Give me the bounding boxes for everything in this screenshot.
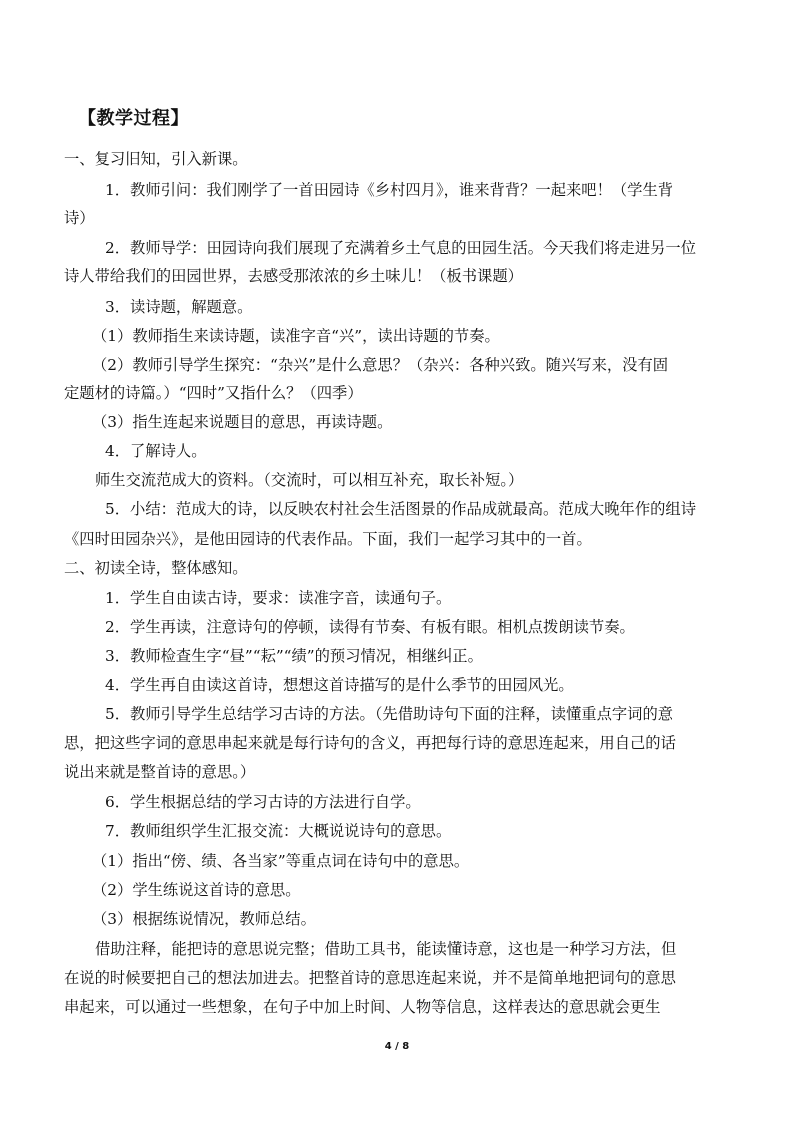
text-line: 在说的时候要把自己的想法加进去。把整首诗的意思连起来说，并不是简单地把词句的意思 bbox=[64, 969, 676, 987]
text-line: 师生交流范成大的资料。（交流时，可以相互补充，取长补短。） bbox=[95, 471, 524, 489]
text-line: 二、初读全诗，整体感知。 bbox=[64, 559, 248, 577]
text-line: 1．学生自由读古诗，要求：读准字音，读通句子。 bbox=[105, 589, 452, 607]
text-line: 5．小结：范成大的诗，以反映农村社会生活图景的作品成就最高。范成大晚年作的组诗 bbox=[105, 500, 697, 518]
text-line: 5．教师引导学生总结学习古诗的方法。（先借助诗句下面的注释，读懂重点字词的意 bbox=[105, 705, 674, 723]
text-line: 2．学生再读，注意诗句的停顿，读得有节奏、有板有眼。相机点拨朗读节奏。 bbox=[105, 618, 635, 636]
text-line: 定题材的诗篇。）“四时”又指什么？（四季） bbox=[64, 384, 363, 402]
text-line: 4．了解诗人。 bbox=[105, 442, 207, 460]
text-line: 借助注释，能把诗的意思说完整；借助工具书，能读懂诗意，这也是一种学习方法，但 bbox=[95, 940, 677, 958]
text-line: 1．教师引问：我们刚学了一首田园诗《乡村四月》，谁来背背？一起来吧！（学生背 bbox=[105, 181, 674, 199]
text-line: 2．教师导学：田园诗向我们展现了充满着乡土气息的田园生活。今天我们将走进另一位 bbox=[105, 239, 697, 257]
text-line: 诗） bbox=[64, 209, 95, 227]
text-line: 《四时田园杂兴》，是他田园诗的代表作品。下面，我们一起学习其中的一首。 bbox=[64, 530, 592, 548]
text-line: 7．教师组织学生汇报交流：大概说说诗句的意思。 bbox=[105, 822, 452, 840]
text-line: （2）学生练说这首诗的意思。 bbox=[92, 881, 301, 899]
text-line: （2）教师引导学生探究：“杂兴”是什么意思？（杂兴：各种兴致。随兴写来，没有固 bbox=[92, 356, 669, 374]
text-line: （1）指出“傍、绩、各当家”等重点词在诗句中的意思。 bbox=[92, 852, 470, 870]
text-line: （3）指生连起来说题目的意思，再读诗题。 bbox=[92, 413, 393, 431]
text-line: 一、复习旧知，引入新课。 bbox=[64, 150, 248, 168]
text-line: 说出来就是整首诗的意思。） bbox=[64, 763, 256, 781]
page-number: 4 / 8 bbox=[384, 1041, 410, 1052]
text-line: 4．学生再自由读这首诗，想想这首诗描写的是什么季节的田园风光。 bbox=[105, 676, 574, 694]
text-line: 诗人带给我们的田园世界，去感受那浓浓的乡土味儿！（板书课题） bbox=[64, 267, 523, 285]
text-line: 思，把这些字词的意思串起来就是每行诗句的含义，再把每行诗的意思连起来，用自己的话 bbox=[64, 734, 676, 752]
text-line: 6．学生根据总结的学习古诗的方法进行自学。 bbox=[105, 793, 421, 811]
text-line: 3．读诗题，解题意。 bbox=[105, 298, 253, 316]
section-heading: 【教学过程】 bbox=[78, 108, 189, 129]
text-line: （3）根据练说情况，教师总结。 bbox=[92, 910, 316, 928]
text-line: 串起来，可以通过一些想象，在句子中加上时间、人物等信息，这样表达的意思就会更生 bbox=[64, 998, 661, 1016]
text-line: （1）教师指生来读诗题，读准字音“兴”，读出诗题的节奏。 bbox=[92, 327, 500, 345]
text-line: 3．教师检查生字“昼”“耘”“绩”的预习情况，相继纠正。 bbox=[105, 647, 483, 665]
